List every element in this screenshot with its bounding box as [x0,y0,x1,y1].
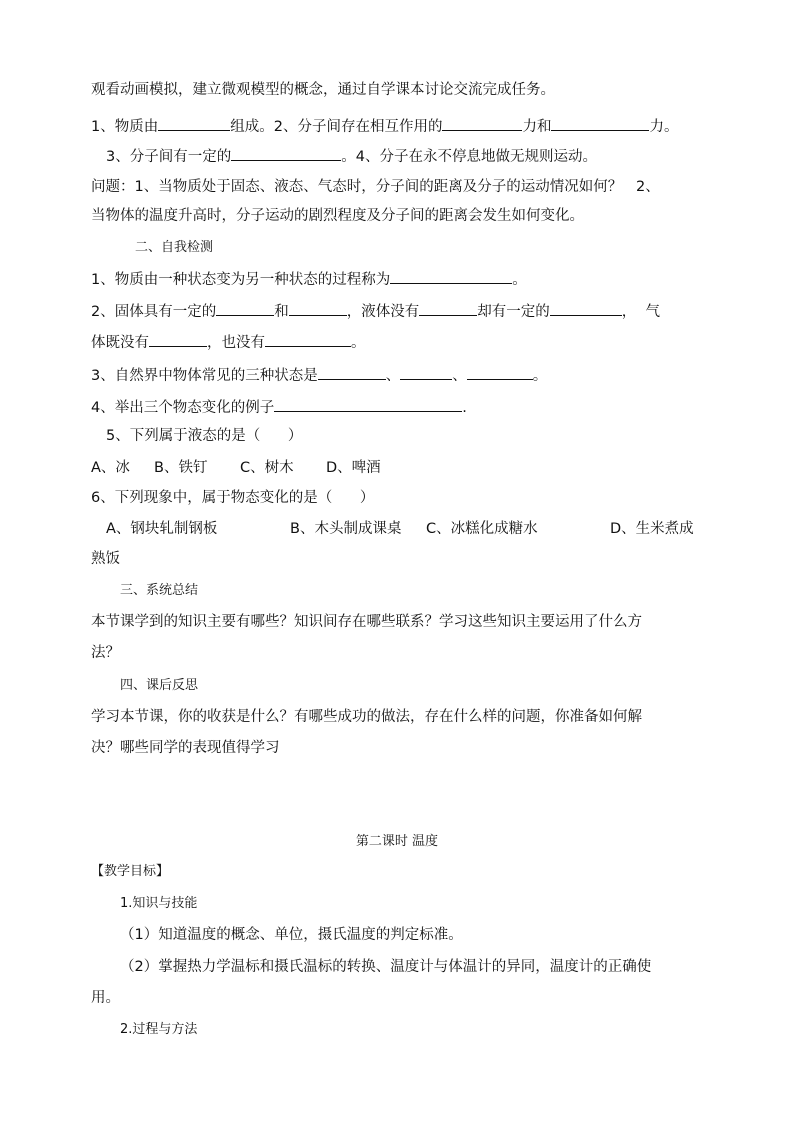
objective-1-item-2-line-2: 用。 [91,990,120,1006]
fill-blank[interactable] [550,300,622,316]
self-check-q6-stem: 6、下列现象中，属于物态变化的是（ ） [91,490,375,506]
fill-blank[interactable] [442,115,522,131]
q4-text-1: 4、举出三个物态变化的例子 [91,400,275,416]
summary-line-1: 本节课学到的知识主要有哪些？知识间存在哪些联系？学习这些知识主要运用了什么方 [91,614,642,630]
self-check-q4 [91,396,467,418]
task-line-2 [106,145,597,167]
fill-blank[interactable] [149,331,207,347]
q2-text-4: 却有一定的 [477,304,550,320]
objectives-header: 【教学目标】 [91,864,170,879]
q3-text-2: 、 [385,368,401,384]
task-line-1 [91,115,678,137]
fill-blank[interactable] [419,300,477,316]
self-check-q5-stem: 5、下列属于液态的是（ ） [106,428,303,444]
q4-text-2: . [462,400,467,416]
task1-text-4: 力。 [649,119,679,135]
q3-text-4: 。 [532,368,548,384]
q3-text-1: 3、自然界中物体常见的三种状态是 [91,368,318,384]
option-a[interactable]: A、冰 [91,460,130,476]
option-b[interactable]: B、木头制成课桌 [290,521,402,537]
option-c[interactable]: C、冰糕化成糖水 [426,521,538,537]
q2-text-2: 和 [274,304,289,320]
self-check-q2-line-2 [91,331,366,353]
self-check-q6-continuation: 熟饭 [91,551,120,567]
q1-text-1: 1、物质由一种状态变为另一种状态的过程称为 [91,272,391,288]
intro-text: 观看动画模拟，建立微观模型的概念，通过自学课本讨论交流完成任务。 [91,82,555,98]
question-line-1: 问题：1、当物质处于固态、液态、气态时，分子间的距离及分子的运动情况如何？ 2、 [91,179,660,195]
q2-text-8: 。 [351,335,366,351]
option-d[interactable]: D、生米煮成 [610,521,694,537]
self-check-q1 [91,268,527,290]
task1-text-2: 组成。2、分子间存在相互作用的 [230,119,443,135]
fill-blank[interactable] [551,115,649,131]
reflection-line-1: 学习本节课，你的收获是什么？有哪些成功的做法，存在什么样的问题，你准备如何解 [91,709,642,725]
self-check-q5-options [91,458,381,478]
fill-blank[interactable] [274,396,462,412]
option-d[interactable]: D、啤酒 [326,460,381,476]
objective-knowledge-skills: 1.知识与技能 [120,896,198,911]
summary-line-2: 法？ [91,645,120,661]
task1-text-3: 力和 [522,119,552,135]
task2-text-2: 。4、分子在永不停息地做无规则运动。 [341,149,597,165]
task1-text-1: 1、物质由 [91,119,159,135]
q2-text-7: ，也没有 [207,335,265,351]
lesson-title: 第二课时 温度 [355,834,439,849]
fill-blank[interactable] [400,364,452,380]
option-b[interactable]: B、铁钉 [154,460,208,476]
fill-blank[interactable] [467,364,533,380]
fill-blank[interactable] [318,364,386,380]
option-c[interactable]: C、树木 [240,460,294,476]
fill-blank[interactable] [390,268,512,284]
q2-text-6: 体既没有 [91,335,149,351]
q3-text-3: 、 [452,368,467,384]
objective-1-item-2-line-1: （2）掌握热力学温标和摄氏温标的转换、温度计与体温计的异同，温度计的正确使 [120,959,652,975]
section-heading-summary: 三、系统总结 [120,583,199,598]
reflection-line-2: 决？哪些同学的表现值得学习 [91,740,280,756]
option-a[interactable]: A、钢块轧制钢板 [106,521,218,537]
fill-blank[interactable] [158,115,230,131]
self-check-q3 [91,364,547,386]
objective-1-item-1: （1）知道温度的概念、单位，摄氏温度的判定标准。 [120,927,463,943]
q2-text-3: ，液体没有 [346,304,420,320]
self-check-q2-line-1 [91,300,660,322]
task2-text-1: 3、分子间有一定的 [106,149,232,165]
fill-blank[interactable] [265,331,351,347]
fill-blank[interactable] [231,145,341,161]
fill-blank[interactable] [216,300,274,316]
section-heading-self-check: 二、自我检测 [135,240,214,255]
q2-text-5: ， 气 [621,304,660,320]
objective-process-methods: 2.过程与方法 [120,1022,198,1037]
question-line-2: 当物体的温度升高时，分子运动的剧烈程度及分子间的距离会发生如何变化。 [91,208,584,224]
q2-text-1: 2、固体具有一定的 [91,304,217,320]
section-heading-reflection: 四、课后反思 [120,678,199,693]
q1-text-2: 。 [512,272,527,288]
self-check-q6-options [106,519,694,539]
fill-blank[interactable] [289,300,347,316]
